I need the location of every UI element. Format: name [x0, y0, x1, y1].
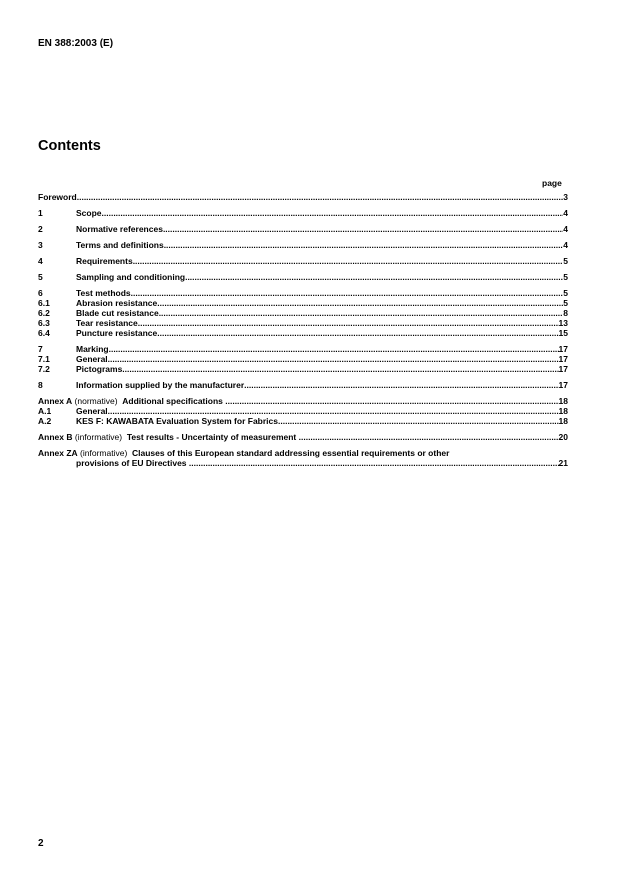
section-number: 5: [38, 272, 43, 282]
toc-entry[interactable]: [38, 328, 568, 338]
annex-za-type: (informative): [80, 448, 128, 458]
section-page: 18: [558, 406, 568, 416]
toc-entry[interactable]: [38, 416, 568, 426]
section-title: Test methods: [76, 288, 131, 298]
section-number: A.2: [38, 416, 52, 426]
annex-za-prefix: Annex ZA: [38, 448, 78, 458]
section-title: Tear resistance: [76, 318, 138, 328]
toc-entry[interactable]: [38, 256, 568, 266]
page-number: 2: [38, 838, 44, 849]
section-page: 4: [563, 240, 568, 250]
annex-za-title-line2: provisions of EU Directives: [76, 458, 187, 468]
toc-annex-a-items: [38, 406, 568, 426]
document-header: EN 388:2003 (E): [38, 38, 114, 49]
section-page: 5: [563, 272, 568, 282]
section-page: 4: [563, 208, 568, 218]
annex-b-type: (informative): [74, 432, 123, 442]
section-page: 18: [558, 416, 568, 426]
section-title: Information supplied by the manufacturer: [76, 380, 245, 390]
toc-entry[interactable]: [38, 380, 568, 390]
toc-entry-annex-za[interactable]: [38, 448, 568, 468]
section-title: Marking: [76, 344, 109, 354]
section-page: 17: [558, 354, 568, 364]
section-number: 2: [38, 224, 43, 234]
annex-a-prefix: Annex A: [38, 396, 73, 406]
section-page: 5: [563, 256, 568, 266]
section-page: 17: [558, 344, 568, 354]
section-page: 3: [563, 192, 568, 202]
toc-entry[interactable]: [38, 240, 568, 250]
section-title: Normative references: [76, 224, 163, 234]
section-number: 7.1: [38, 354, 50, 364]
section-title: Requirements: [76, 256, 133, 266]
toc-main-entries: [38, 192, 568, 390]
toc-entry[interactable]: [38, 344, 568, 354]
toc-entry[interactable]: [38, 354, 568, 364]
page-title: Contents: [38, 138, 101, 154]
annex-a-type: (normative): [74, 396, 118, 406]
annex-b-title: Test results - Uncertainty of measurement: [126, 432, 297, 442]
section-title: General: [76, 354, 108, 364]
toc-entry[interactable]: [38, 224, 568, 234]
annex-b-prefix: Annex B: [38, 432, 73, 442]
annex-za-title-line1: Clauses of this European standard addressing essential requirements or other: [132, 448, 450, 458]
annex-za-page: 21: [558, 458, 568, 468]
section-title: Foreword: [38, 192, 77, 202]
toc-entry-annex-a[interactable]: [38, 396, 568, 406]
table-of-contents: [38, 192, 568, 468]
annex-b-page: 20: [558, 432, 568, 442]
section-page: 8: [563, 308, 568, 318]
section-number: 7.2: [38, 364, 50, 374]
section-number: A.1: [38, 406, 52, 416]
section-number: 1: [38, 208, 43, 218]
section-title: Puncture resistance: [76, 328, 158, 338]
section-page: 5: [563, 298, 568, 308]
page-column-label: page: [542, 178, 562, 188]
section-title: Sampling and conditioning: [76, 272, 186, 282]
section-number: 6.1: [38, 298, 50, 308]
section-page: 13: [558, 318, 568, 328]
toc-entry[interactable]: [38, 208, 568, 218]
section-number: 8: [38, 380, 43, 390]
section-number: 7: [38, 344, 43, 354]
section-number: 6: [38, 288, 43, 298]
toc-entry[interactable]: [38, 406, 568, 416]
toc-entry[interactable]: [38, 288, 568, 298]
toc-entry[interactable]: [38, 192, 568, 202]
section-number: 3: [38, 240, 43, 250]
toc-entry[interactable]: [38, 308, 568, 318]
section-page: 17: [558, 364, 568, 374]
section-page: 4: [563, 224, 568, 234]
section-title: Abrasion resistance: [76, 298, 158, 308]
section-title: Scope: [76, 208, 102, 218]
toc-entry[interactable]: [38, 318, 568, 328]
section-page: 17: [558, 380, 568, 390]
section-number: 6.3: [38, 318, 50, 328]
section-title: Pictograms: [76, 364, 123, 374]
section-page: 5: [563, 288, 568, 298]
section-page: 15: [558, 328, 568, 338]
annex-a-page: 18: [558, 396, 568, 406]
toc-entry[interactable]: [38, 298, 568, 308]
toc-entry[interactable]: [38, 272, 568, 282]
section-title: Terms and definitions: [76, 240, 164, 250]
section-number: 6.2: [38, 308, 50, 318]
section-title: Blade cut resistance: [76, 308, 159, 318]
section-title: KES F: KAWABATA Evaluation System for Fabrics: [76, 416, 278, 426]
section-number: 6.4: [38, 328, 50, 338]
toc-entry[interactable]: [38, 364, 568, 374]
section-title: General: [76, 406, 108, 416]
toc-entry-annex-b[interactable]: [38, 432, 568, 442]
annex-a-title: Additional specifications: [122, 396, 223, 406]
section-number: 4: [38, 256, 43, 266]
